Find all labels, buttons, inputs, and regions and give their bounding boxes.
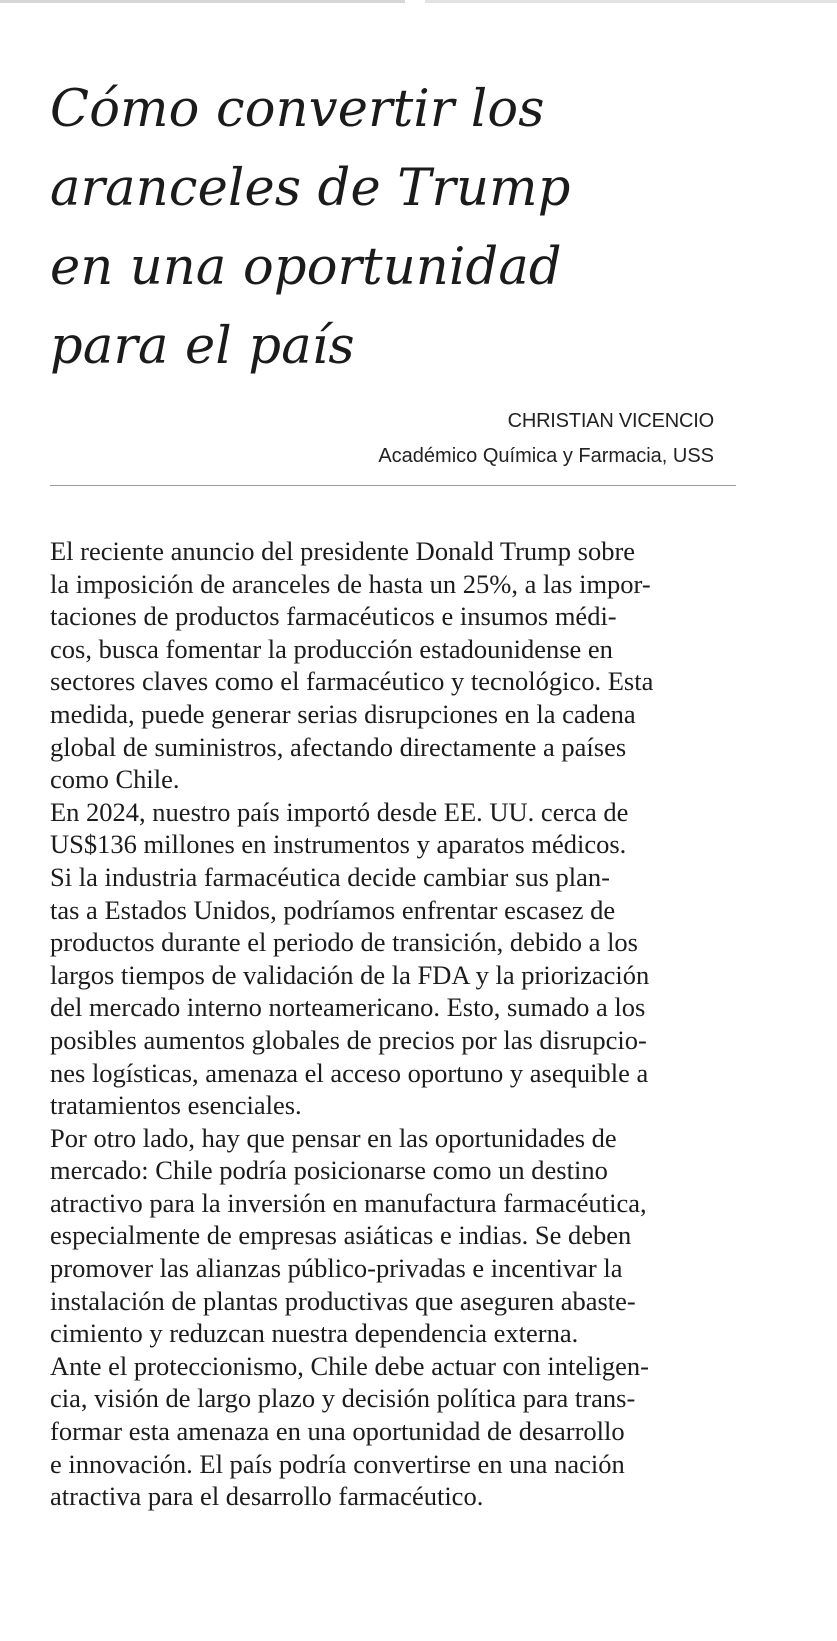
author-name: CHRISTIAN VICENCIO <box>507 410 714 432</box>
body-line: cia, visión de largo plazo y decisión política para trans- <box>50 1383 636 1414</box>
body-line: tratamientos esenciales. <box>50 1090 302 1121</box>
body-line: largos tiempos de validación de la FDA y la priorización <box>50 959 650 990</box>
body-line: formar esta amenaza en una oportunidad de desarrollo <box>50 1416 625 1447</box>
article-body <box>50 535 775 1513</box>
top-border-right-segment <box>425 0 837 3</box>
byline-divider <box>50 485 736 486</box>
body-line: cos, busca fomentar la producción estadounidense en <box>50 633 613 664</box>
body-line: e innovación. El país podría convertirse en una nación <box>50 1448 625 1479</box>
body-line: El reciente anuncio del presidente Donald Trump sobre <box>50 536 636 566</box>
body-line: medida, puede generar serias disrupciones en la cadena <box>50 698 636 729</box>
body-line: nes logísticas, amenaza el acceso oportuno y asequible a <box>50 1057 649 1088</box>
body-line: taciones de productos farmacéuticos e insumos médi- <box>50 601 617 632</box>
body-line: Por otro lado, hay que pensar en las oportunidades de <box>50 1122 617 1153</box>
body-line: Si la industria farmacéutica decide cambiar sus plan- <box>50 861 610 892</box>
body-line: tas a Estados Unidos, podríamos enfrentar escasez de <box>50 894 616 925</box>
body-line: atractivo para la inversión en manufactura farmacéutica, <box>50 1187 647 1218</box>
body-line: productos durante el periodo de transición, debido a los <box>50 927 638 958</box>
byline <box>378 404 714 474</box>
body-line: mercado: Chile podría posicionarse como un destino <box>50 1155 608 1186</box>
body-line: del mercado interno norteamericano. Esto, sumado a los <box>50 992 646 1023</box>
author-role: Académico Química y Farmacia, USS <box>378 445 714 467</box>
top-border-left-segment <box>0 0 405 3</box>
body-line: US$136 millones en instrumentos y aparatos médicos. <box>50 829 627 860</box>
body-line: la imposición de aranceles de hasta un 25%, a las impor- <box>50 568 651 599</box>
headline-line: para el país <box>50 317 355 376</box>
body-line: especialmente de empresas asiáticas e indias. Se deben <box>50 1220 632 1251</box>
body-line: Ante el proteccionismo, Chile debe actuar con inteligen- <box>50 1350 649 1381</box>
body-line: cimiento y reduzcan nuestra dependencia externa. <box>50 1318 579 1349</box>
article-headline <box>50 70 750 386</box>
body-line: como Chile. <box>50 764 180 795</box>
headline-line: en una oportunidad <box>50 238 562 297</box>
top-border <box>0 0 837 6</box>
body-line: sectores claves como el farmacéutico y tecnológico. Esta <box>50 666 654 697</box>
body-line: global de suministros, afectando directamente a países <box>50 731 627 762</box>
headline-line: Cómo convertir los <box>50 80 545 139</box>
body-line: En 2024, nuestro país importó desde EE. UU. cerca de <box>50 796 629 827</box>
body-line: promover las alianzas público-privadas e incentivar la <box>50 1253 623 1284</box>
headline-line: aranceles de Trump <box>50 159 571 218</box>
body-line: posibles aumentos globales de precios por las disrupcio- <box>50 1024 647 1055</box>
body-line: atractiva para el desarrollo farmacéutico. <box>50 1481 484 1512</box>
body-line: instalación de plantas productivas que aseguren abaste- <box>50 1285 636 1316</box>
